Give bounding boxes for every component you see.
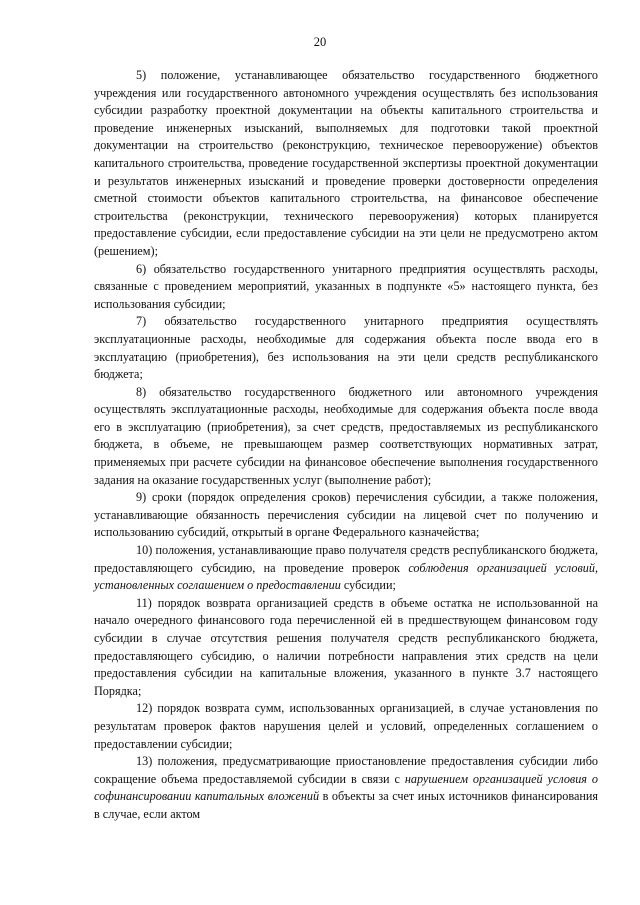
paragraph-text: 13) положения, предусматривающие приостановление предоставления субсидии либо сокращение объема предоставляемой субсидии в связи с <box>94 754 598 786</box>
paragraph-item-7: 7) обязательство государственного унитарного предприятия осуществлять эксплуатационные расходы, необходимые для содержания объекта после ввода его в эксплуатацию (приобретения), без использования на эти цели средств республиканского бюджета; <box>94 314 598 382</box>
page-number: 20 <box>313 35 327 49</box>
document-body <box>94 67 598 824</box>
paragraph-text: в объекты за счет иных источников финансирования в случае, если актом <box>94 789 599 821</box>
paragraph-item-13 <box>94 753 598 823</box>
paragraph-item-9: 9) сроки (порядок определения сроков) перечисления субсидии, а также положения, устанавливающие обязанность перечисления субсидии на лицевой счет по получению и использованию субсидий, открытый в органе Федерального казначейства; <box>94 490 598 540</box>
paragraph-item-10 <box>94 542 598 595</box>
paragraph-text: 10) положения, устанавливающие право получателя средств республиканского бюджета, предоставляющего субсидию, на проведение проверок <box>94 543 598 575</box>
paragraph-item-6: 6) обязательство государственного унитарного предприятия осуществлять расходы, связанные с проведением мероприятий, указанных в подпункте «5» настоящего пункта, без использования субсидии; <box>94 261 598 311</box>
paragraph-item-12: 12) порядок возврата сумм, использованных организацией, в случае установления по результатам проверок фактов нарушения целей и условий, определенных соглашением о предоставлении субсидии; <box>94 701 598 751</box>
paragraph-item-5: 5) положение, устанавливающее обязательство государственного бюджетного учреждения или государственного автономного учреждения осуществлять без использования субсидии разработку проектной документации на объекты капитального строительства и проведение инженерных изысканий, выполняемых для подготовки такой проектной документации на строительство (реконструкцию, техническое перевооружение) объектов капитального строительства, проведение государственной экспертизы проектной документации и результатов инженерных изысканий и проведение проверки достоверности определения сметной стоимости объектов капитального строительства, на финансовое обеспечение строительства (реконструкции, технического перевооружения) которых планируется предоставление субсидии, если предоставление субсидии на эти цели не предусмотрено актом (решением); <box>94 68 598 258</box>
paragraph-item-11: 11) порядок возврата организацией средств в объеме остатка не использованной на начало очередного финансового года перечисленной ей в предшествующем финансовом году субсидии в случае отсутствия решения получателя средств республиканского бюджета, предоставляющего субсидию, о наличии потребности направления этих средств на цели предоставления субсидии на капитальные вложения, указанного в пункте 3.7 настоящего Порядка; <box>94 595 598 698</box>
paragraph-italic-text: нарушением организацией условия о софинансировании капитальных вложений <box>94 771 598 804</box>
paragraph-item-8: 8) обязательство государственного бюджетного или автономного учреждения осуществлять эксплуатационные расходы, необходимые для содержания объекта после ввода его в эксплуатацию (приобретения), за счет средств, предоставляемых из республиканского бюджета, в объеме, не превышающем размер соответствующих нормативных затрат, применяемых при расчете субсидии на финансовое обеспечение выполнения государственного задания на оказание государственных услуг (выполнение работ); <box>94 384 598 487</box>
paragraph-italic-text: соблюдения организацией условий, установленных соглашением о предоставлении <box>94 560 598 593</box>
paragraph-text: субсидии; <box>340 578 396 593</box>
